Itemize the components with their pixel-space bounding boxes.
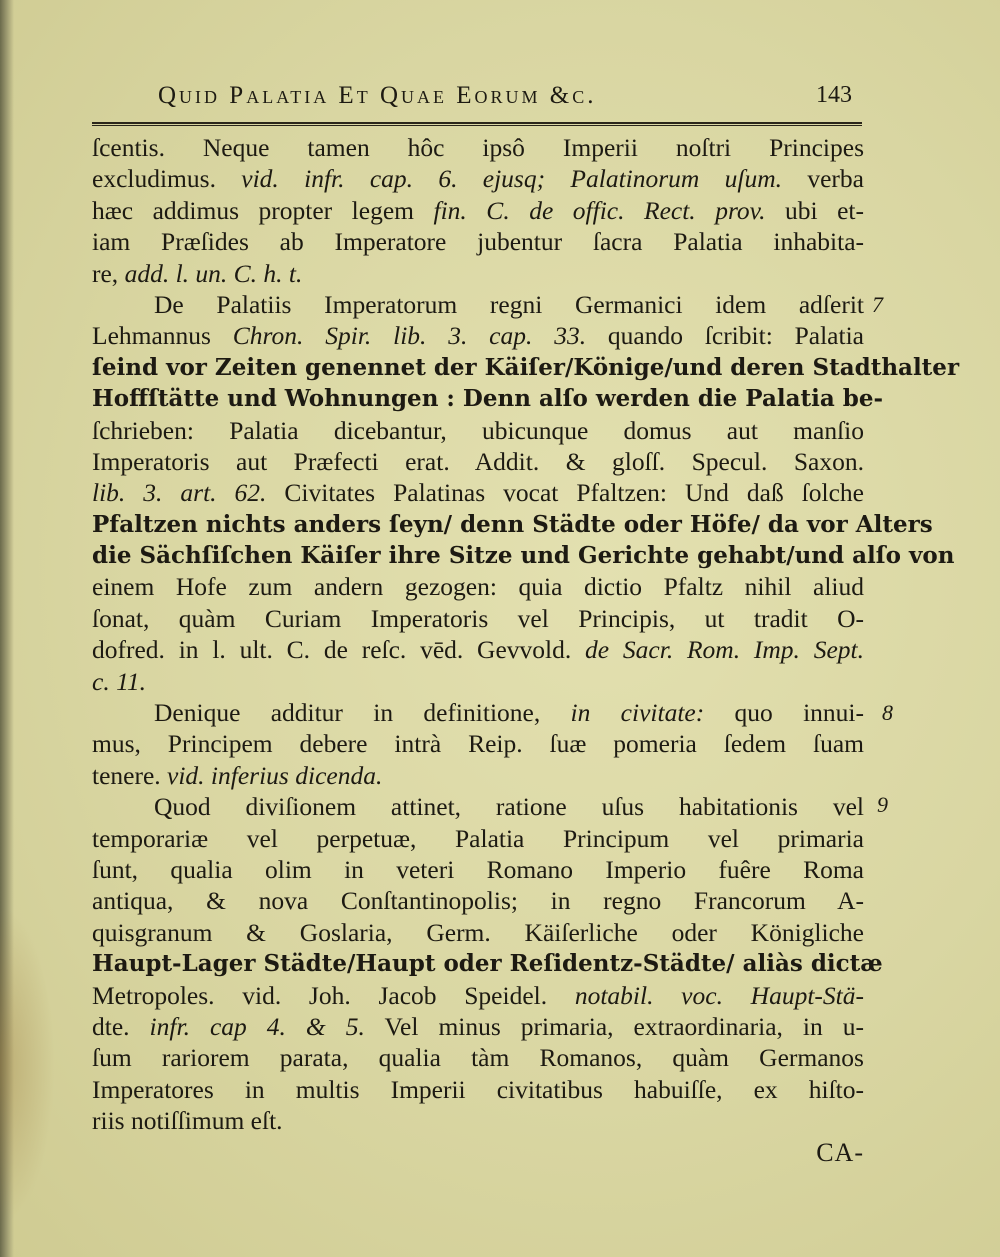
text-line: einem Hofe zum andern gezogen: quia dictio Pfaltz nihil aliud <box>92 572 864 602</box>
margin-number: 7 <box>872 292 883 317</box>
text-line: re, add. l. un. C. h. t. <box>92 258 303 288</box>
text-line: ſcentis. Neque tamen hôc ipsô Imperii noſtri Principes <box>92 133 864 162</box>
catchword: CA- <box>816 1138 864 1167</box>
text-line: Metropoles. vid. Joh. Jacob Speidel. notabil. voc. Haupt-Stä- <box>92 980 864 1010</box>
text-line: De Palatiis Imperatorum regni Germanici idem adſerit <box>154 289 864 319</box>
text-line: antiqua, & nova Conſtantinopolis; in regno Francorum A- <box>92 886 864 916</box>
text-line: Denique additur in definitione, in civitate: quo innui- <box>154 698 864 728</box>
text-line: dte. infr. cap 4. & 5. Vel minus primaria, extraordinaria, in u- <box>92 1011 865 1041</box>
text-line: temporariæ vel perpetuæ, Palatia Principum vel primaria <box>92 823 864 853</box>
header-rule <box>92 122 862 124</box>
text-line: riis notiſſimum eſt. <box>92 1106 283 1136</box>
text-line: mus, Principem debere intrà Reip. ſuæ pomeria ſedem ſuam <box>92 729 864 759</box>
margin-number: 9 <box>877 792 888 817</box>
text-line: quisgranum & Goslaria, Germ. Käiſerliche oder Königliche <box>92 917 864 947</box>
text-line: hæc addimus propter legem fin. C. de offic. Rect. prov. ubi et- <box>92 195 864 225</box>
text-line: c. 11. <box>92 666 147 696</box>
running-head <box>92 82 862 116</box>
margin-number: 8 <box>882 700 893 725</box>
text-line-german: Hoffſtätte und Wohnungen : Denn alſo werden die Palatia be- <box>92 385 884 413</box>
text-line-german: Haupt-Lager Städte/Haupt oder Reſidentz-Städte/ aliàs dictæ <box>92 950 883 978</box>
running-head-title: Quid Palatia Et Quae Eorum &c. <box>158 82 597 109</box>
text-line-german: Pfaltzen nichts anders ſeyn/ denn Städte oder Höfe/ da vor Alters <box>92 510 933 538</box>
text-line: dofred. in l. ult. C. de reſc. vēd. Gevvold. de Sacr. Rom. Imp. Sept. <box>92 635 864 665</box>
text-line: Quod diviſionem attinet, ratione uſus habitationis vel <box>154 792 864 822</box>
text-line: ſchrieben: Palatia dicebantur, ubicunque domus aut manſio <box>92 415 864 445</box>
text-line-german: ſeind vor Zeiten genennet der Käiſer/Könige/und deren Stadthalter <box>92 353 960 381</box>
body-text <box>92 132 960 1137</box>
text-line: ſonat, quàm Curiam Imperatoris vel Principis, ut tradit O- <box>92 603 864 633</box>
text-line: lib. 3. art. 62. Civitates Palatinas vocat Pfaltzen: Und daß ſolche <box>92 478 864 508</box>
text-line: Imperatoris aut Præfecti erat. Addit. & gloſſ. Specul. Saxon. <box>92 446 864 476</box>
text-line: ſum rariorem parata, qualia tàm Romanos, quàm Germanos <box>92 1043 864 1073</box>
text-line: Lehmannus Chron. Spir. lib. 3. cap. 33. quando ſcribit: Palatia <box>92 321 864 351</box>
text-line-german: die Sächſiſchen Käiſer ihre Sitze und Gerichte gehabt/und alſo von <box>92 542 955 570</box>
text-line: tenere. vid. inferius dicenda. <box>92 760 383 790</box>
text-line: ſunt, qualia olim in veteri Romano Imperio fuêre Roma <box>92 854 864 884</box>
page-number: 143 <box>816 82 852 108</box>
text-line: iam Præſides ab Imperatore jubentur ſacra Palatia inhabita- <box>92 227 864 257</box>
paper-stain <box>0 905 55 1225</box>
text-line: excludimus. vid. infr. cap. 6. ejusq; Palatinorum uſum. verba <box>92 164 864 194</box>
text-line: Imperatores in multis Imperii civitatibus habuiſſe, ex hiſto- <box>92 1074 864 1104</box>
